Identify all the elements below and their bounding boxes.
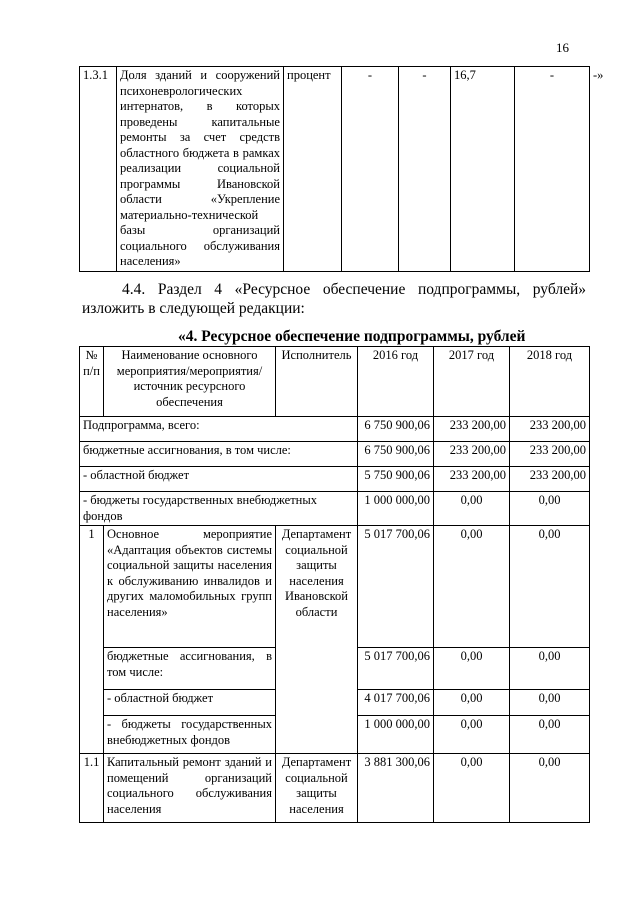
value-cell: - [399, 67, 451, 272]
value-2017: 233 200,00 [434, 442, 510, 467]
value-2017: 0,00 [434, 526, 510, 648]
resource-table [79, 346, 590, 823]
executor: Департамент социальной защиты населения Ивановской области [276, 526, 358, 754]
header-name: Наименование основного мероприятия/мероприятия/ источник ресурсного обеспечения [104, 347, 276, 417]
unit-cell: процент [284, 67, 342, 272]
value-2018: 0,00 [510, 492, 590, 526]
value-2018: 233 200,00 [510, 417, 590, 442]
value-2018: 0,00 [510, 648, 590, 690]
row-label: Подпрограмма, всего: [80, 417, 358, 442]
value-2016: 1 000 000,00 [358, 716, 434, 754]
paragraph-line-1: 4.4. Раздел 4 «Ресурсное обеспечение подпрограммы, рублей» [122, 281, 586, 298]
value-2016: 6 750 900,06 [358, 442, 434, 467]
value-2017: 0,00 [434, 716, 510, 754]
section-heading: «4. Ресурсное обеспечение подпрограммы, рублей [178, 328, 526, 345]
value-2016: 6 750 900,06 [358, 417, 434, 442]
row-number: 1.3.1 [80, 67, 117, 272]
value-2016: 5 017 700,06 [358, 648, 434, 690]
table-row: 1.3.1 Доля зданий и сооружений психоневрологических интернатов, в которых проведены капитальные ремонты за счет средств областного бюджета в рамках реализации социальной программы Ивановской области «Укрепление материально-технической базы организаций социального обслуживания населения» процент - - 16,7 - -» [80, 67, 590, 272]
value-2018: 0,00 [510, 690, 590, 716]
value-2016: 1 000 000,00 [358, 492, 434, 526]
table-row [80, 442, 590, 467]
header-2016: 2016 год [358, 347, 434, 417]
value-2016: 3 881 300,06 [358, 754, 434, 823]
table-header-row [80, 347, 590, 417]
row-label: - бюджеты государственных внебюджетных фондов [104, 716, 276, 754]
paragraph-line-2: изложить в следующей редакции: [82, 300, 305, 317]
row-label: бюджетные ассигнования, в том числе: [80, 442, 358, 467]
row-label: - областной бюджет [104, 690, 276, 716]
table-row [80, 754, 590, 823]
row-number: 1.1 [80, 754, 104, 823]
table-row [80, 526, 590, 648]
value-2017: 0,00 [434, 492, 510, 526]
value-cell: - [515, 67, 590, 272]
value-2016: 4 017 700,06 [358, 690, 434, 716]
indicator-name: Доля зданий и сооружений психоневрологических интернатов, в которых проведены капитальные ремонты за счет средств областного бюджета в рамках реализации социальной программы Ивановской области «Укрепление материально-технической базы организаций социального обслуживания населения» [117, 67, 284, 272]
value-2017: 0,00 [434, 648, 510, 690]
table-row [80, 492, 590, 526]
header-executor: Исполнитель [276, 347, 358, 417]
row-label: - областной бюджет [80, 467, 358, 492]
value-2018: 0,00 [510, 526, 590, 648]
executor: Департамент социальной защиты населения [276, 754, 358, 823]
value-2016: 5 017 700,06 [358, 526, 434, 648]
header-2018: 2018 год [510, 347, 590, 417]
value-2017: 233 200,00 [434, 417, 510, 442]
page-number: 16 [556, 40, 569, 55]
value-2018: 0,00 [510, 754, 590, 823]
activity-name: Капитальный ремонт зданий и помещений организаций социального обслуживания населения [104, 754, 276, 823]
header-num: № п/п [80, 347, 104, 417]
value-2017: 0,00 [434, 690, 510, 716]
header-2017: 2017 год [434, 347, 510, 417]
row-label: - бюджеты государственных внебюджетных фондов [80, 492, 358, 526]
indicator-table [79, 66, 604, 272]
row-number: 1 [80, 526, 104, 754]
row-label: бюджетные ассигнования, в том числе: [104, 648, 276, 690]
amendment-paragraph [82, 280, 586, 318]
value-cell: - [342, 67, 399, 272]
value-2018: 233 200,00 [510, 442, 590, 467]
value-2016: 5 750 900,06 [358, 467, 434, 492]
table-row [80, 467, 590, 492]
value-2017: 0,00 [434, 754, 510, 823]
activity-name: Основное мероприятие «Адаптация объектов системы социальной защиты населения к обслуживанию инвалидов и других маломобильных групп населения» [104, 526, 276, 648]
value-2017: 233 200,00 [434, 467, 510, 492]
value-2018: 0,00 [510, 716, 590, 754]
table-row [80, 417, 590, 442]
value-2018: 233 200,00 [510, 467, 590, 492]
value-cell: 16,7 [451, 67, 515, 272]
